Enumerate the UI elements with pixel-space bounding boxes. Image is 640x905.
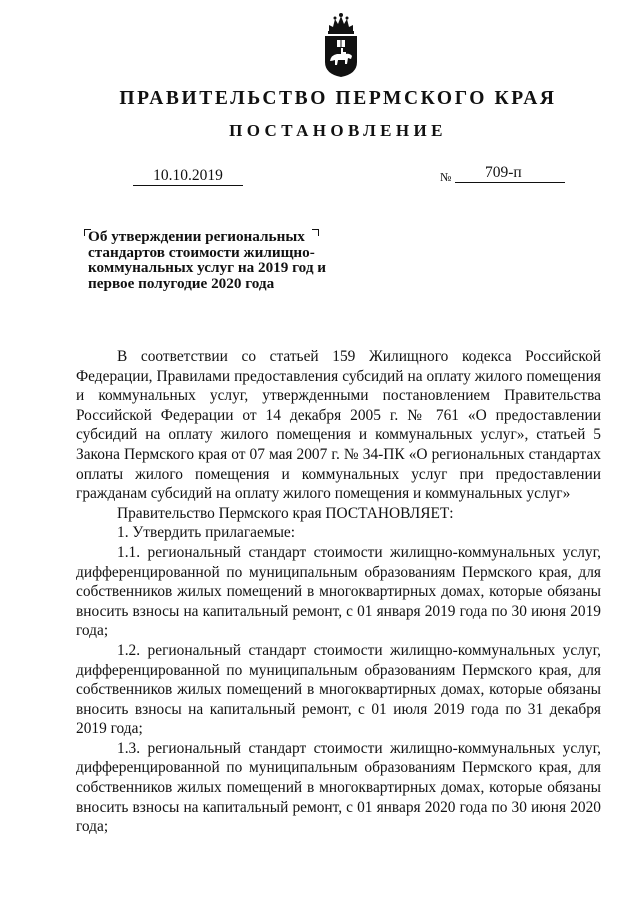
document-number: 709-п — [455, 164, 565, 183]
paragraph-resolves: Правительство Пермского края ПОСТАНОВЛЯЕТ: — [117, 504, 454, 522]
document-type: ПОСТАНОВЛЕНИЕ — [229, 121, 447, 140]
paragraph-item-1: 1. Утвердить прилагаемые: — [117, 524, 296, 542]
number-sign: № — [440, 170, 452, 184]
paragraph-item-1-2: 1.2. региональный стандарт стоимости жилищно-коммунальных услуг, дифференцированной по муниципальным образованиям Пермского края, для собственников жилых помещений в многоквартирных домах, которые обязаны вносить взносы на капитальный ремонт, с 01 июля 2019 года по 31 декабря 2019 года; — [76, 641, 601, 738]
paragraph-item-1-1: 1.1. региональный стандарт стоимости жилищно-коммунальных услуг, дифференцированной по муниципальным образованиям Пермского края, для собственников жилых помещений в многоквартирных домах, которые обязаны вносить взносы на капитальный ремонт, с 01 января 2019 года по 30 июня 2019 года; — [76, 543, 601, 640]
document-body — [76, 347, 601, 837]
perm-krai-coat-of-arms-icon — [321, 12, 361, 78]
document-date: 10.10.2019 — [133, 167, 243, 186]
document-subject: Об утверждении региональных стандартов стоимости жилищно-коммунальных услуг на 2019 год и первое полугодие 2020 года — [88, 228, 327, 292]
paragraph-item-1-3: 1.3. региональный стандарт стоимости жилищно-коммунальных услуг, дифференцированной по муниципальным образованиям Пермского края, для собственников жилых помещений в многоквартирных домах, которые обязаны вносить взносы на капитальный ремонт, с 01 января 2020 года по 30 июня 2020 года; — [76, 739, 601, 836]
paragraph-preamble: В соответствии со статьей 159 Жилищного кодекса Российской Федерации, Правилами предоставления субсидий на оплату жилого помещения и коммунальных услуг, утвержденными постановлением Правительства Российской Федерации от 14 декабря 2005 г. № 761 «О предоставлении субсидий на оплату жилого помещения и коммунальных услуг», статьей 5 Закона Пермского края от 07 мая 2007 г. № 34-ПК «О региональных стандартах оплаты жилого помещения и коммунальных услуг при предоставлении гражданам субсидий на оплату жилого помещения и коммунальных услуг» — [76, 348, 601, 503]
government-title: ПРАВИТЕЛЬСТВО ПЕРМСКОГО КРАЯ — [119, 88, 557, 109]
